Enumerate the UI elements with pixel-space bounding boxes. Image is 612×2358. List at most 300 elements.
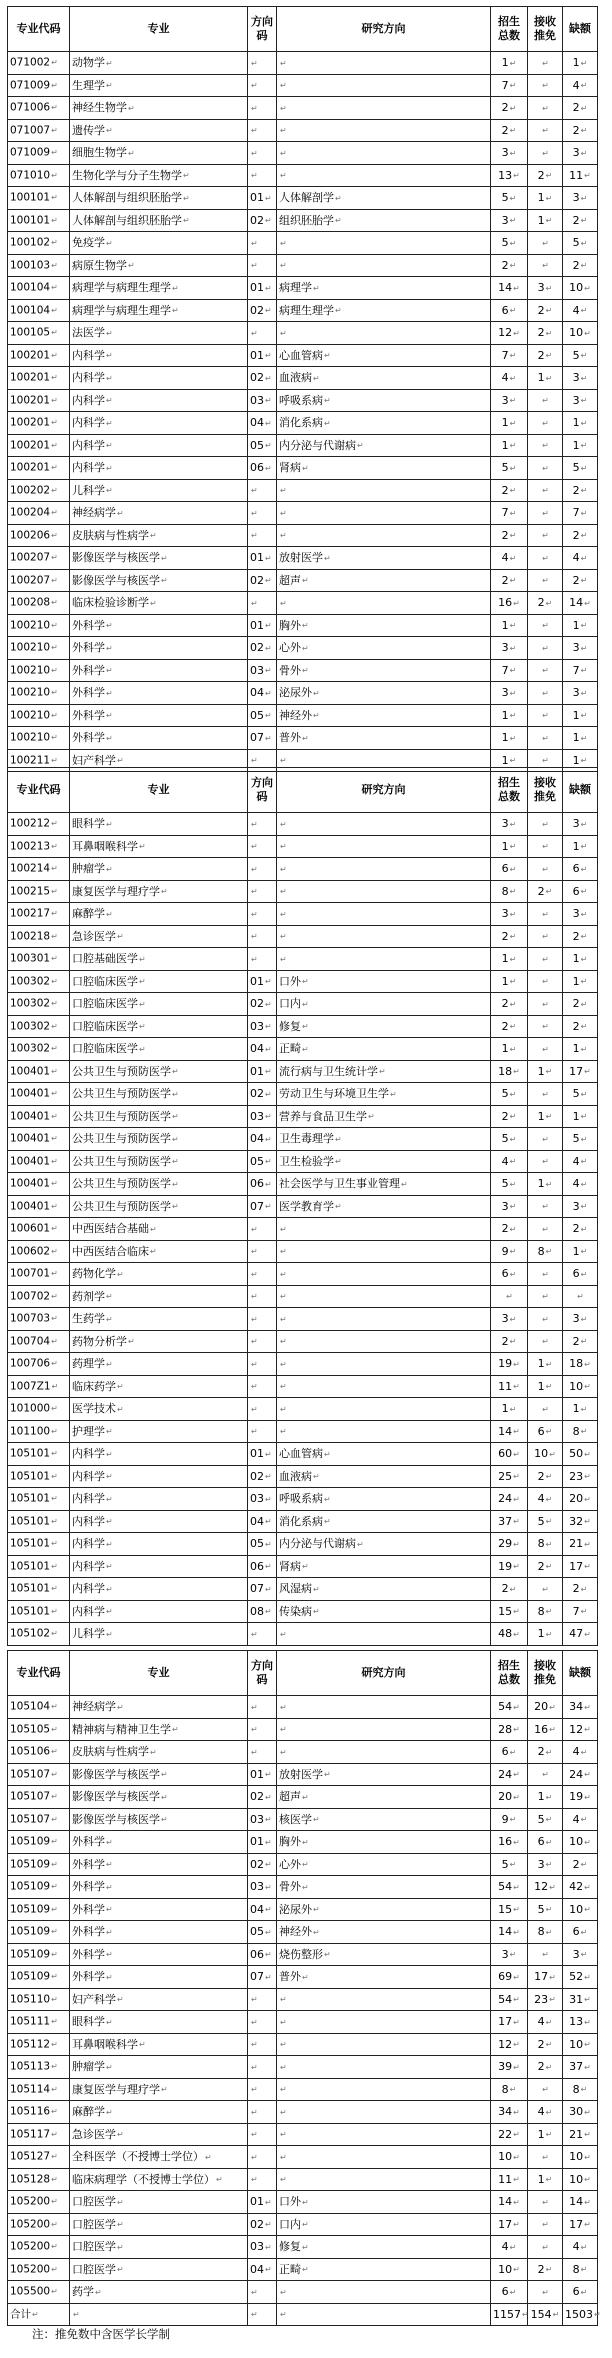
paragraph-mark: ↵ <box>542 418 549 428</box>
cell-text: 07 <box>250 731 264 744</box>
cell-text: 01 <box>250 1447 264 1460</box>
cell-text: 37 <box>569 2060 584 2073</box>
cell-direction <box>277 1398 491 1421</box>
paragraph-mark: ↵ <box>117 1404 124 1414</box>
paragraph-mark: ↵ <box>302 1972 309 1982</box>
cell-major <box>70 457 248 480</box>
cell-text: 04 <box>250 416 264 429</box>
paragraph-mark: ↵ <box>106 373 113 383</box>
cell-text: 生理学 <box>72 78 105 92</box>
cell-dir-code <box>248 1443 277 1466</box>
paragraph-mark: ↵ <box>542 1314 549 1324</box>
cell-text: 100215 <box>10 885 51 897</box>
cell-text: 100401 <box>10 1155 51 1167</box>
table-row <box>8 1488 598 1511</box>
paragraph-mark: ↵ <box>51 1021 58 1031</box>
paragraph-mark: ↵ <box>302 2265 309 2274</box>
table-row <box>8 74 598 97</box>
cell-text: 03 <box>250 393 264 407</box>
cell-text: 3 <box>501 1947 509 1961</box>
cell-text: 02 <box>250 1469 264 1483</box>
cell-vacancy <box>563 903 598 926</box>
cell-code <box>8 142 70 165</box>
paragraph-mark: ↵ <box>584 1562 591 1571</box>
cell-tuimian <box>528 2056 563 2079</box>
cell-text: 54 <box>498 1880 513 1893</box>
paragraph-mark: ↵ <box>51 1769 58 1779</box>
paragraph-mark: ↵ <box>51 1426 58 1436</box>
cell-enroll <box>491 164 528 187</box>
paragraph-mark: ↵ <box>542 2152 549 2162</box>
paragraph-mark: ↵ <box>580 508 588 518</box>
cell-text: 02 <box>250 371 264 384</box>
paragraph-mark: ↵ <box>513 2152 520 2162</box>
cell-direction <box>277 479 491 502</box>
cell-direction <box>277 547 491 570</box>
paragraph-mark: ↵ <box>335 1202 342 1211</box>
paragraph-mark: ↵ <box>509 306 517 315</box>
cell-tuimian <box>528 925 563 948</box>
cell-text: 3 <box>572 1312 580 1325</box>
paragraph-mark: ↵ <box>51 373 58 382</box>
cell-text: 01 <box>250 281 264 294</box>
paragraph-mark: ↵ <box>106 441 113 450</box>
cell-text: 普外 <box>279 731 301 744</box>
cell-text: 3 <box>572 686 580 699</box>
paragraph-mark: ↵ <box>509 756 517 765</box>
cell-vacancy <box>563 2101 598 2124</box>
paragraph-mark: ↵ <box>280 2040 287 2049</box>
header-tuimian: 接收推免 <box>528 768 563 813</box>
paragraph-mark: ↵ <box>51 148 58 157</box>
cell-text: 100206 <box>10 529 51 541</box>
paragraph-mark: ↵ <box>584 1517 591 1526</box>
paragraph-mark: ↵ <box>542 396 549 405</box>
table-row <box>8 232 598 255</box>
cell-code <box>8 2258 70 2281</box>
paragraph-mark: ↵ <box>51 886 58 896</box>
paragraph-mark: ↵ <box>117 2130 124 2139</box>
cell-code <box>8 254 70 277</box>
cell-code <box>8 1786 70 1809</box>
cell-text: 外科学 <box>72 686 105 699</box>
paragraph-mark: ↵ <box>580 576 588 585</box>
cell-dir-code <box>248 367 277 390</box>
cell-text: 100101 <box>10 214 51 226</box>
paragraph-mark: ↵ <box>150 1247 157 1256</box>
paragraph-mark: ↵ <box>584 2062 591 2072</box>
paragraph-mark: ↵ <box>251 1725 258 1734</box>
paragraph-mark: ↵ <box>542 819 549 829</box>
paragraph-mark: ↵ <box>280 909 287 919</box>
paragraph-mark: ↵ <box>51 2084 58 2094</box>
cell-text: 8 <box>537 1537 545 1550</box>
table-row <box>8 925 598 948</box>
cell-text: 105101 <box>10 1470 51 1482</box>
cell-text: 2 <box>501 1222 509 1235</box>
cell-code <box>8 457 70 480</box>
paragraph-mark: ↵ <box>542 1950 549 1959</box>
cell-major <box>70 1218 248 1241</box>
cell-text: 100201 <box>10 416 51 429</box>
cell-text: 外科学 <box>72 663 105 677</box>
paragraph-mark: ↵ <box>542 1224 549 1234</box>
cell-enroll <box>491 457 528 480</box>
cell-text: 外科学 <box>72 641 105 654</box>
cell-major <box>70 1038 248 1061</box>
cell-text: 口外 <box>279 974 301 988</box>
table-row <box>8 1375 598 1398</box>
paragraph-mark: ↵ <box>251 1337 258 1346</box>
table-row <box>8 592 598 615</box>
paragraph-mark: ↵ <box>106 711 113 720</box>
cell-text: 病理生理学 <box>279 303 334 317</box>
paragraph-mark: ↵ <box>509 126 517 135</box>
table-row <box>8 637 598 660</box>
cell-text: 105101 <box>10 1537 51 1550</box>
cell-text: 1 <box>572 839 580 853</box>
cell-major <box>70 209 248 232</box>
paragraph-mark: ↵ <box>172 1067 179 1076</box>
paragraph-mark: ↵ <box>51 1724 58 1734</box>
cell-text: 修复 <box>279 2240 301 2253</box>
cell-enroll <box>491 948 528 971</box>
table-row <box>8 547 598 570</box>
paragraph-mark: ↵ <box>106 1314 113 1324</box>
cell-enroll <box>491 704 528 727</box>
cell-text: 1 <box>572 416 580 429</box>
paragraph-mark: ↵ <box>106 396 113 405</box>
cell-direction <box>277 2213 491 2236</box>
cell-text: 10 <box>569 2150 584 2163</box>
paragraph-mark: ↵ <box>545 193 553 203</box>
cell-dir-code <box>248 299 277 322</box>
cell-direction <box>277 925 491 948</box>
cell-vacancy <box>563 434 598 457</box>
paragraph-mark: ↵ <box>183 216 190 225</box>
paragraph-mark: ↵ <box>580 1134 588 1144</box>
paragraph-mark: ↵ <box>251 1314 258 1324</box>
paragraph-mark: ↵ <box>542 486 549 495</box>
cell-major <box>70 1966 248 1989</box>
cell-text: 105110 <box>10 1993 51 2005</box>
paragraph-mark: ↵ <box>265 1584 272 1594</box>
cell-vacancy <box>563 1763 598 1786</box>
cell-text: 影像医学与核医学 <box>72 1790 160 1803</box>
cell-text: 18 <box>498 1064 513 1078</box>
cell-text: 100601 <box>10 1222 51 1235</box>
paragraph-mark: ↵ <box>280 171 287 180</box>
cell-major <box>70 1808 248 1831</box>
cell-text: 人体解剖与组织胚胎学 <box>72 213 182 227</box>
cell-code <box>8 1240 70 1263</box>
table-row <box>8 1786 598 1809</box>
table-part-3 <box>7 1650 601 2326</box>
paragraph-mark: ↵ <box>280 1359 287 1369</box>
cell-text: 内科学 <box>72 1559 105 1573</box>
cell-text: 54 <box>498 1992 513 2006</box>
cell-enroll <box>491 367 528 390</box>
cell-vacancy <box>563 1876 598 1899</box>
cell-text: 10 <box>569 1835 584 1848</box>
paragraph-mark: ↵ <box>542 977 549 986</box>
cell-vacancy <box>563 1218 598 1241</box>
paragraph-mark: ↵ <box>117 756 124 765</box>
cell-text: 中西医结合基础 <box>72 1222 149 1235</box>
cell-code <box>8 2303 70 2326</box>
cell-major <box>70 1921 248 1944</box>
cell-tuimian <box>528 2168 563 2191</box>
cell-code <box>8 1718 70 1741</box>
cell-text: 病理学与病理生理学 <box>72 281 171 294</box>
paragraph-mark: ↵ <box>265 1179 272 1189</box>
cell-direction <box>277 1285 491 1308</box>
paragraph-mark: ↵ <box>117 2220 124 2229</box>
cell-major <box>70 1105 248 1128</box>
paragraph-mark: ↵ <box>513 1972 520 1982</box>
cell-dir-code <box>248 1488 277 1511</box>
header-dir-code: 方向码 <box>248 1651 277 1696</box>
paragraph-mark: ↵ <box>106 1449 113 1459</box>
cell-text: 02 <box>250 1857 264 1871</box>
cell-text: 105127 <box>10 2150 51 2163</box>
cell-direction <box>277 1533 491 1556</box>
cell-vacancy <box>563 547 598 570</box>
cell-text: 105101 <box>10 1605 51 1617</box>
cell-code <box>8 1218 70 1241</box>
paragraph-mark: ↵ <box>51 1927 58 1936</box>
cell-text: 6 <box>537 1835 545 1848</box>
cell-text: 06 <box>250 1559 264 1573</box>
cell-text: 麻醉学 <box>72 907 105 920</box>
paragraph-mark: ↵ <box>580 842 588 851</box>
paragraph-mark: ↵ <box>390 1089 397 1099</box>
cell-vacancy <box>563 614 598 637</box>
paragraph-mark: ↵ <box>280 486 287 495</box>
cell-text: 3 <box>537 1857 545 1871</box>
cell-text: 2 <box>501 483 509 497</box>
paragraph-mark: ↵ <box>509 1157 517 1166</box>
cell-text: 2 <box>537 348 545 362</box>
paragraph-mark: ↵ <box>313 283 320 293</box>
cell-code <box>8 1015 70 1038</box>
cell-tuimian <box>528 1218 563 1241</box>
paragraph-mark: ↵ <box>265 1972 272 1982</box>
cell-text: 肿瘤学 <box>72 2060 105 2073</box>
cell-text: 11 <box>498 1379 513 1393</box>
paragraph-mark: ↵ <box>106 418 113 428</box>
cell-text: 胸外 <box>279 1835 301 1848</box>
paragraph-mark: ↵ <box>265 1860 272 1869</box>
cell-text: 2 <box>572 1857 580 1871</box>
cell-vacancy <box>563 209 598 232</box>
cell-dir-code <box>248 1696 277 1719</box>
cell-enroll <box>491 1718 528 1741</box>
cell-text: 7 <box>572 1604 580 1618</box>
cell-text: 105101 <box>10 1582 51 1595</box>
cell-vacancy <box>563 2213 598 2236</box>
paragraph-mark: ↵ <box>265 1927 272 1937</box>
cell-text: 100401 <box>10 1177 51 1190</box>
cell-vacancy <box>563 592 598 615</box>
paragraph-mark: ↵ <box>584 598 591 608</box>
cell-text: 19 <box>569 1790 584 1803</box>
table-row <box>8 1718 598 1741</box>
cell-dir-code <box>248 389 277 412</box>
paragraph-mark: ↵ <box>513 1472 520 1481</box>
cell-text: 神经病学 <box>72 506 116 519</box>
cell-major <box>70 1533 248 1556</box>
cell-text: 内科学 <box>72 1582 105 1595</box>
cell-enroll <box>491 502 528 525</box>
cell-text: 10 <box>569 326 584 339</box>
paragraph-mark: ↵ <box>51 1404 58 1413</box>
cell-text: 6 <box>501 2285 509 2298</box>
paragraph-mark: ↵ <box>580 81 588 90</box>
paragraph-mark: ↵ <box>509 1747 517 1757</box>
table-row <box>8 254 598 277</box>
cell-tuimian <box>528 142 563 165</box>
cell-direction <box>277 232 491 255</box>
paragraph-mark: ↵ <box>584 1494 591 1504</box>
cell-text: 29 <box>498 1537 513 1550</box>
paragraph-mark: ↵ <box>51 2174 58 2184</box>
paragraph-mark: ↵ <box>172 1202 179 1211</box>
cell-text: 100201 <box>10 349 51 361</box>
paragraph-mark: ↵ <box>172 283 179 293</box>
cell-text: 4 <box>537 2105 545 2118</box>
cell-vacancy <box>563 813 598 836</box>
table-row <box>8 1510 598 1533</box>
paragraph-mark: ↵ <box>580 418 588 428</box>
cell-dir-code <box>248 2123 277 2146</box>
paragraph-mark: ↵ <box>302 576 309 585</box>
paragraph-mark: ↵ <box>313 373 320 383</box>
cell-enroll <box>491 993 528 1016</box>
paragraph-mark: ↵ <box>251 1427 258 1436</box>
cell-enroll <box>491 1420 528 1443</box>
paragraph-mark: ↵ <box>251 2152 258 2162</box>
cell-major <box>70 970 248 993</box>
cell-code <box>8 1488 70 1511</box>
paragraph-mark: ↵ <box>584 1905 591 1914</box>
paragraph-mark: ↵ <box>251 819 258 829</box>
paragraph-mark: ↵ <box>251 598 258 608</box>
paragraph-mark: ↵ <box>324 396 331 405</box>
cell-dir-code <box>248 1988 277 2011</box>
cell-major <box>70 1128 248 1151</box>
cell-code <box>8 74 70 97</box>
cell-text: 口腔医学 <box>72 2240 116 2253</box>
paragraph-mark: ↵ <box>335 1134 342 1144</box>
paragraph-mark: ↵ <box>509 508 517 518</box>
paragraph-mark: ↵ <box>313 1607 320 1616</box>
cell-enroll <box>491 119 528 142</box>
cell-text: 100210 <box>10 664 51 676</box>
paragraph-mark: ↵ <box>509 396 517 405</box>
table-part-1 <box>7 6 598 772</box>
cell-tuimian <box>528 880 563 903</box>
paragraph-mark: ↵ <box>335 306 342 315</box>
cell-tuimian <box>528 2033 563 2056</box>
cell-text: 154 <box>530 2307 552 2321</box>
cell-text: 外科学 <box>72 1880 105 1893</box>
paragraph-mark: ↵ <box>542 909 549 919</box>
cell-vacancy <box>563 1195 598 1218</box>
paragraph-mark: ↵ <box>106 1972 113 1982</box>
paragraph-mark: ↵ <box>324 418 331 428</box>
paragraph-mark: ↵ <box>106 909 113 919</box>
cell-text: 人体解剖学 <box>279 191 334 204</box>
table-row <box>8 1285 598 1308</box>
paragraph-mark: ↵ <box>545 1860 553 1869</box>
paragraph-mark: ↵ <box>509 1269 517 1279</box>
cell-tuimian <box>528 277 563 300</box>
cell-direction <box>277 1308 491 1331</box>
paragraph-mark: ↵ <box>509 103 517 113</box>
cell-text: 24 <box>569 1767 584 1781</box>
paragraph-mark: ↵ <box>313 1584 320 1594</box>
cell-tuimian <box>528 1510 563 1533</box>
cell-code <box>8 1420 70 1443</box>
cell-text: 内科学 <box>72 1514 105 1528</box>
cell-direction <box>277 1443 491 1466</box>
paragraph-mark: ↵ <box>509 621 517 630</box>
paragraph-mark: ↵ <box>513 1494 520 1504</box>
paragraph-mark: ↵ <box>509 1314 517 1324</box>
paragraph-mark: ↵ <box>549 1972 556 1982</box>
cell-text: 1 <box>572 708 580 722</box>
cell-vacancy <box>563 1988 598 2011</box>
cell-text: 2 <box>501 528 509 542</box>
table-row <box>8 2258 598 2281</box>
paragraph-mark: ↵ <box>265 1815 272 1824</box>
cell-direction <box>277 2123 491 2146</box>
paragraph-mark: ↵ <box>265 1539 272 1549</box>
cell-vacancy <box>563 1038 598 1061</box>
table-row <box>8 1083 598 1106</box>
paragraph-mark: ↵ <box>106 819 113 829</box>
cell-text: 骨外 <box>279 1880 301 1893</box>
paragraph-mark: ↵ <box>513 1449 520 1459</box>
cell-text: 10 <box>569 281 584 294</box>
paragraph-mark: ↵ <box>51 733 58 742</box>
paragraph-mark: ↵ <box>509 58 517 68</box>
cell-code <box>8 367 70 390</box>
paragraph-mark: ↵ <box>51 2129 58 2139</box>
header-direction: 研究方向 <box>277 768 491 813</box>
paragraph-mark: ↵ <box>545 2175 553 2184</box>
cell-dir-code <box>248 1398 277 1421</box>
paragraph-mark: ↵ <box>313 1815 320 1824</box>
cell-text: 54 <box>498 1700 513 1713</box>
cell-code <box>8 209 70 232</box>
cell-major <box>70 1060 248 1083</box>
cell-dir-code <box>248 2213 277 2236</box>
paragraph-mark: ↵ <box>513 2017 520 2027</box>
cell-text: 105109 <box>10 1970 51 1983</box>
paragraph-mark: ↵ <box>280 508 287 518</box>
paragraph-mark: ↵ <box>106 81 113 90</box>
paragraph-mark: ↵ <box>51 2287 58 2296</box>
cell-text: 48 <box>498 1627 513 1640</box>
cell-tuimian <box>528 903 563 926</box>
paragraph-mark: ↵ <box>106 1860 113 1869</box>
cell-dir-code <box>248 524 277 547</box>
paragraph-mark: ↵ <box>139 999 146 1009</box>
cell-enroll <box>491 659 528 682</box>
cell-text: 神经外 <box>279 1925 312 1938</box>
